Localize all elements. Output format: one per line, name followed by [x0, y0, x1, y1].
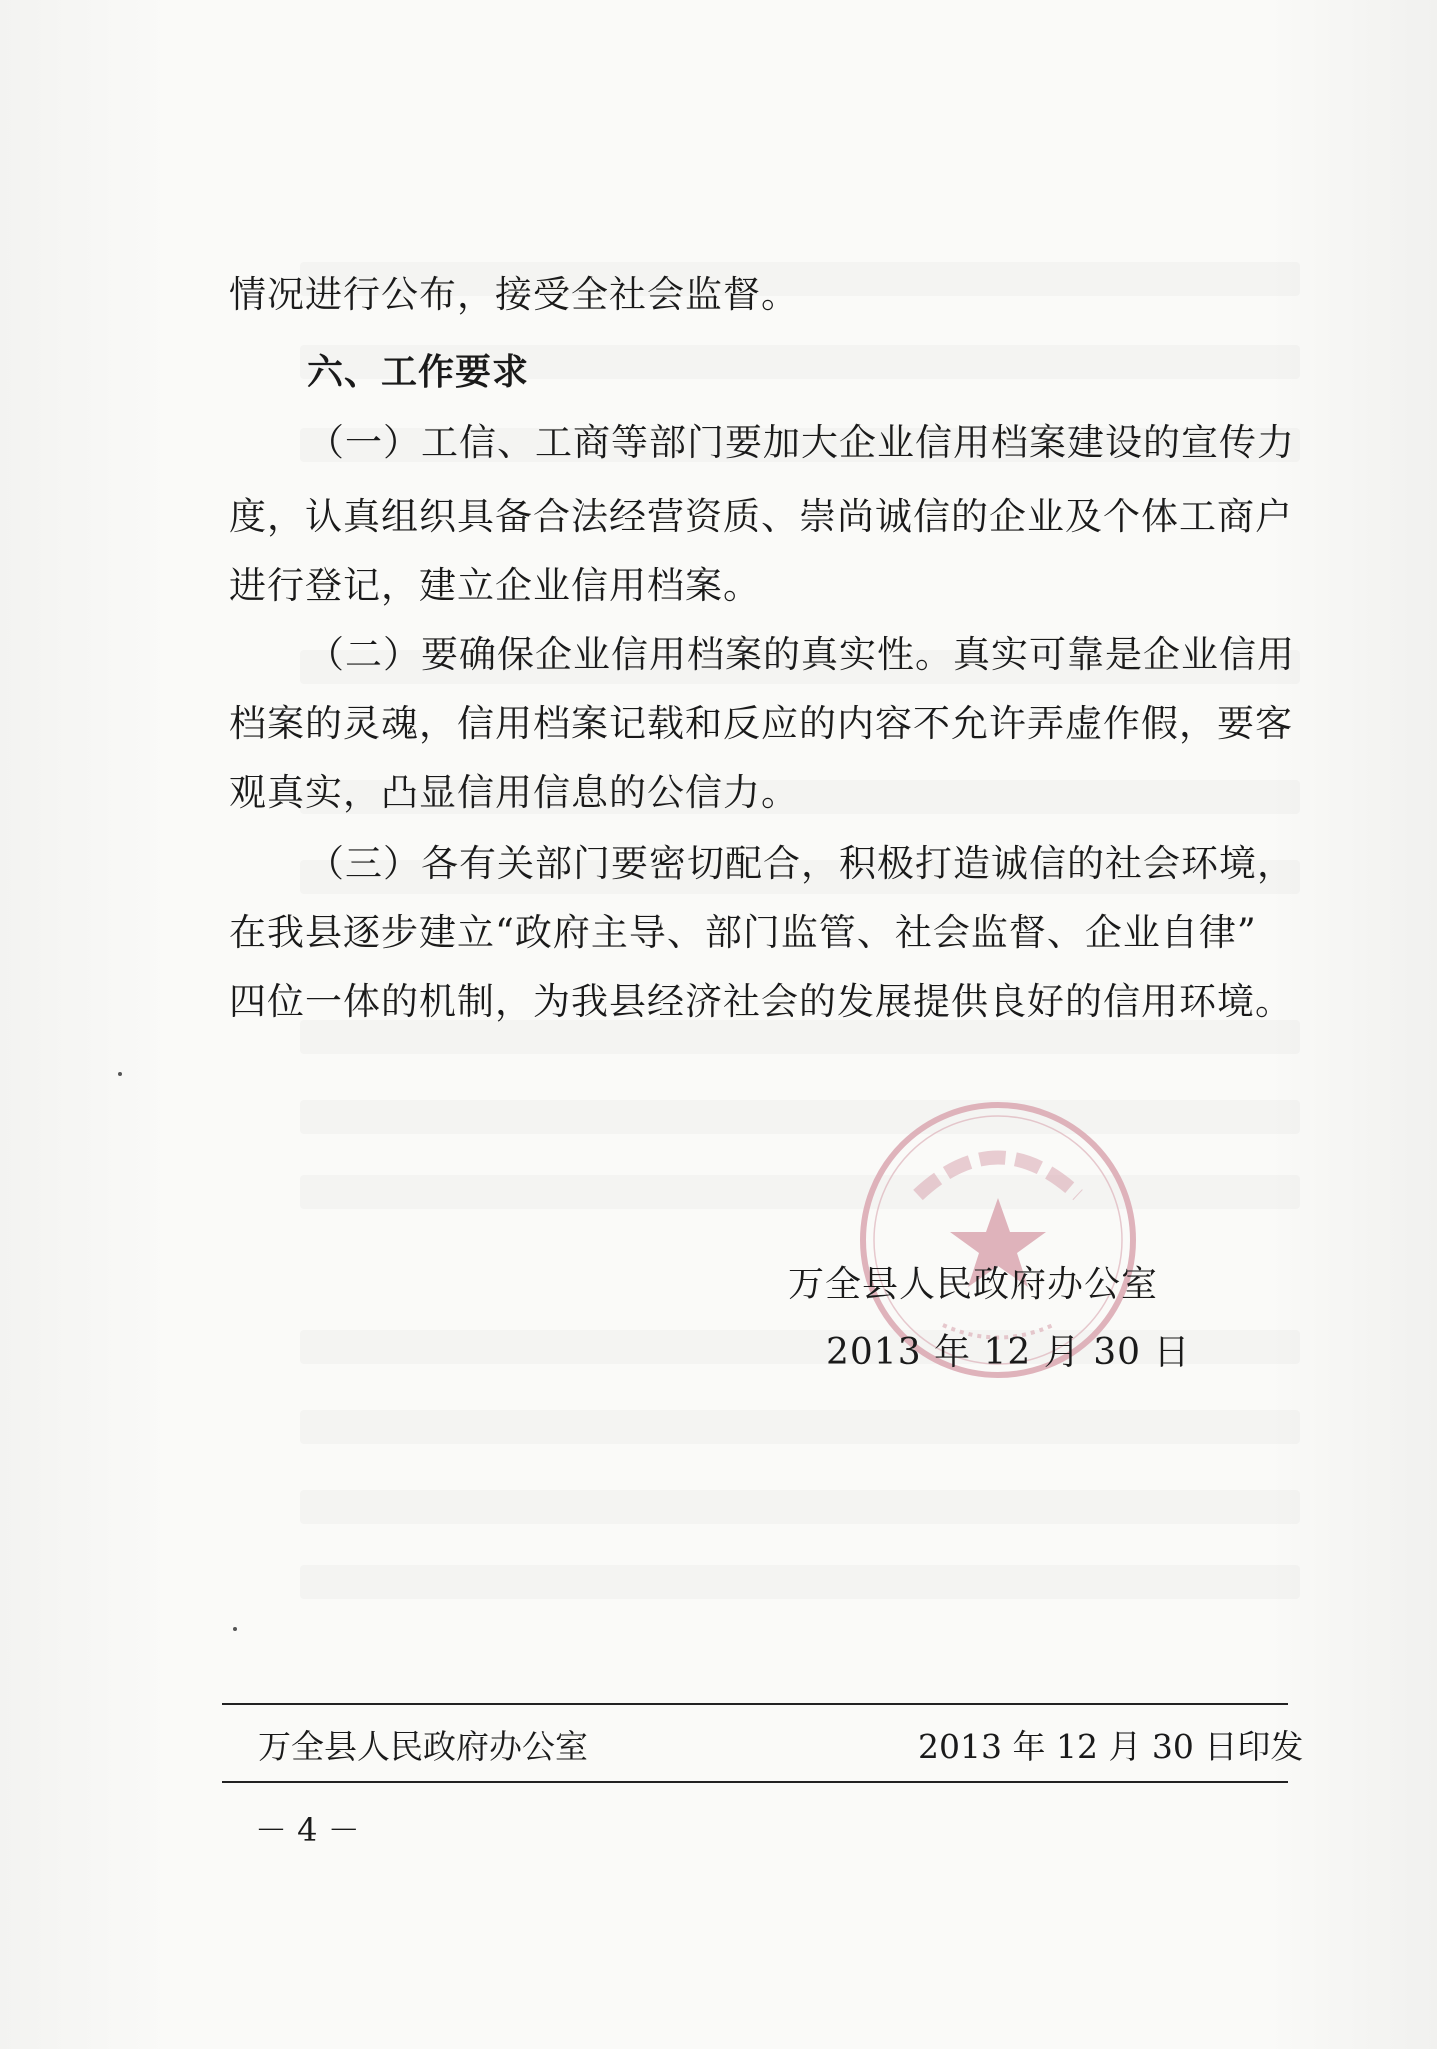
body-line: 情况进行公布，接受全社会监督。 [229, 273, 799, 316]
section-heading: 六、工作要求 [307, 352, 530, 393]
signature-date: 2013 年 12 月 30 日 [826, 1332, 1191, 1373]
body-line: 四位一体的机制，为我县经济社会的发展提供良好的信用环境。 [229, 980, 1293, 1023]
body-line: 档案的灵魂，信用档案记载和反应的内容不允许弄虚作假，要客 [229, 702, 1293, 745]
footer-top-rule [222, 1703, 1288, 1705]
page-number: － 4 － [255, 1811, 360, 1849]
bleed-through [300, 1175, 1300, 1209]
signature-issuer: 万全县人民政府办公室 [788, 1264, 1159, 1305]
bleed-through [300, 1490, 1300, 1524]
body-line: 度，认真组织具备合法经营资质、崇尚诚信的企业及个体工商户 [229, 495, 1293, 538]
body-line: （三）各有关部门要密切配合，积极打造诚信的社会环境， [307, 842, 1295, 885]
body-line: 进行登记，建立企业信用档案。 [229, 564, 761, 607]
bleed-through [300, 1565, 1300, 1599]
footer-bottom-rule [222, 1781, 1288, 1783]
body-line: （一）工信、工商等部门要加大企业信用档案建设的宣传力 [307, 421, 1295, 464]
bleed-through [300, 1100, 1300, 1134]
body-line: （二）要确保企业信用档案的真实性。真实可靠是企业信用 [307, 633, 1295, 676]
body-line: 观真实，凸显信用信息的公信力。 [229, 771, 799, 814]
footer-issuer: 万全县人民政府办公室 [258, 1727, 588, 1766]
bleed-through [300, 1020, 1300, 1054]
body-line: 在我县逐步建立“政府主导、部门监管、社会监督、企业自律” [229, 911, 1257, 954]
scan-speck [233, 1627, 237, 1631]
bleed-through [300, 1410, 1300, 1444]
scan-speck [118, 1072, 122, 1076]
footer-issue-date: 2013 年 12 月 30 日印发 [918, 1727, 1304, 1766]
